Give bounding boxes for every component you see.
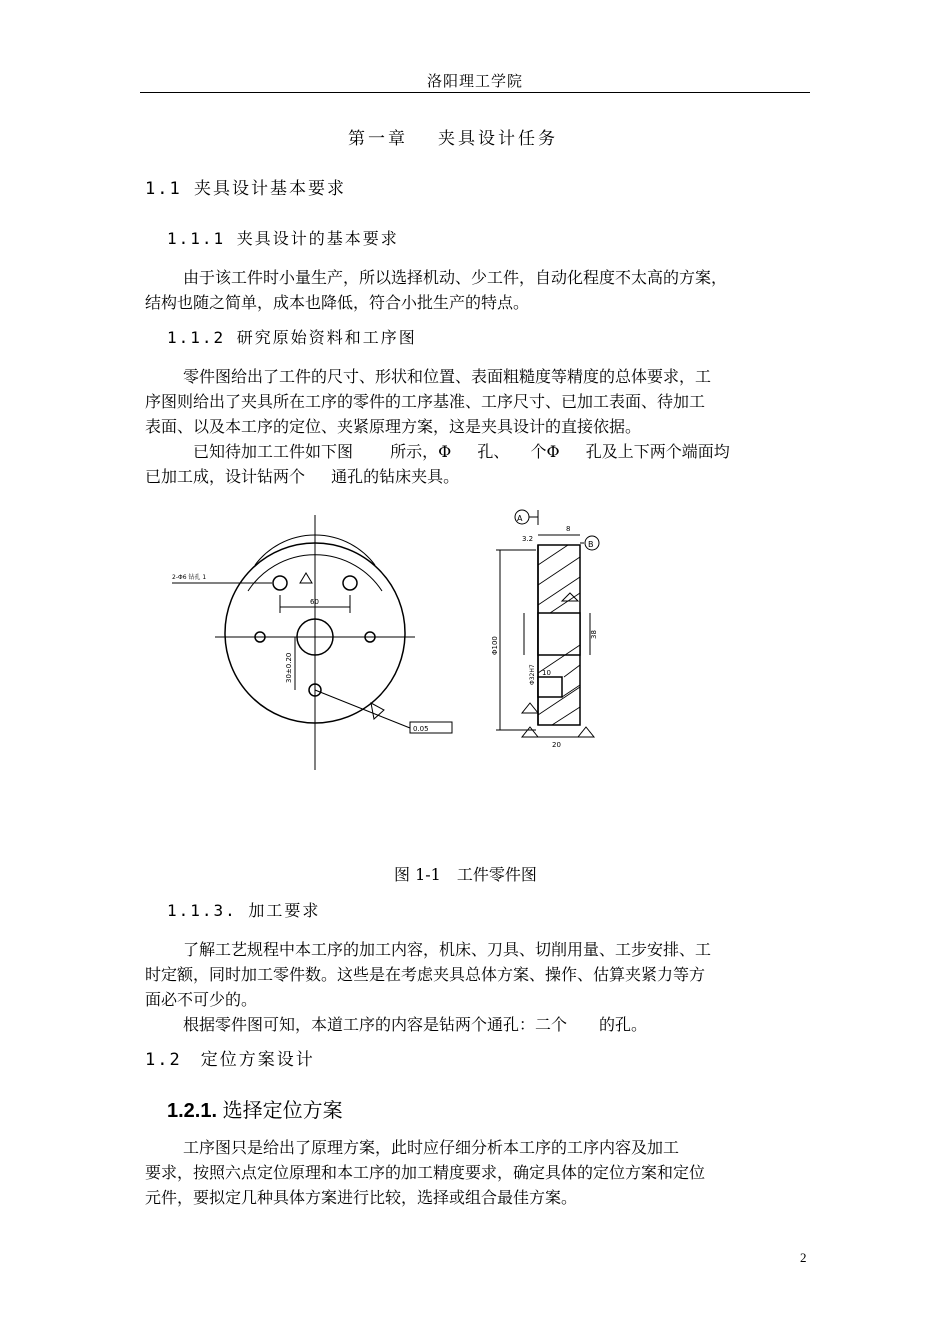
paragraph-line: 由于该工件时小量生产，所以选择机动、少工件，自动化程度不太高的方案， <box>183 268 728 287</box>
datum-a-label: A <box>517 514 523 523</box>
section-number: 1.2.1. <box>167 1100 218 1122</box>
section-1-1-2-heading: 1.1.2 研究原始资料和工序图 <box>167 328 417 347</box>
chapter-title: 夹具设计任务 <box>438 129 558 149</box>
paragraph-line: 工序图只是给出了原理方案，此时应仔细分析本工序的工序内容及加工 <box>183 1138 680 1157</box>
bore-height-label: 38 <box>590 630 598 639</box>
hole-note-label: 2-Φ6 钻孔 1 <box>172 574 207 581</box>
paragraph-line: 表面、以及本工序的定位、夹紧原理方案，这是夹具设计的直接依据。 <box>145 417 642 436</box>
section-1-1-1-heading: 1.1.1 夹具设计的基本要求 <box>167 229 399 248</box>
tolerance-label: 0.05 <box>413 725 429 733</box>
paragraph-line: 元件，要拟定几种具体方案进行比较，选择或组合最佳方案。 <box>145 1188 578 1207</box>
roughness-label: 3.2 <box>522 535 534 543</box>
chapter-number: 第一章 <box>348 129 408 149</box>
part-drawing <box>160 505 630 775</box>
section-1-1-heading: 1.1 夹具设计基本要求 <box>145 179 346 199</box>
header-rule <box>140 92 810 93</box>
page-header-title: 洛阳理工学院 <box>426 72 523 90</box>
datum-b-label: B <box>588 540 594 549</box>
section-1-2-heading: 1.2 定位方案设计 <box>145 1050 315 1070</box>
paragraph-line: 面必不可少的。 <box>145 990 258 1009</box>
pitch-label: 60 <box>310 598 319 606</box>
bore-label: Φ32H7 <box>529 664 536 685</box>
section-1-1-3-heading: 1.1.3. 加工要求 <box>167 901 321 920</box>
paragraph-line: 已知待加工工件如下图 所示，Φ 孔、 个Φ 孔及上下两个端面均 <box>193 442 730 461</box>
height-label: Φ100 <box>491 636 499 655</box>
paragraph-line: 时定额，同时加工零件数。这些是在考虑夹具总体方案、操作、估算夹紧力等方 <box>145 965 706 984</box>
paragraph-line: 序图则给出了夹具所在工序的零件的工序基准、工序尺寸、已加工表面、待加工 <box>145 392 706 411</box>
paragraph-line: 结构也随之简单，成本也降低，符合小批生产的特点。 <box>145 293 530 312</box>
depth-label: 10 <box>542 669 551 677</box>
section-1-2-1-heading <box>167 1094 343 1123</box>
figure-caption: 图 1-1 工件零件图 <box>394 865 537 884</box>
section-title: 选择定位方案 <box>222 1100 343 1122</box>
paragraph-line: 要求，按照六点定位原理和本工序的加工精度要求，确定具体的定位方案和定位 <box>145 1163 706 1182</box>
flat-dim-label: 8 <box>566 525 571 533</box>
paragraph-line: 了解工艺规程中本工序的加工内容，机床、刀具、切削用量、工步安排、工 <box>183 940 712 959</box>
paragraph-line: 根据零件图可知，本道工序的内容是钻两个通孔：二个 的孔。 <box>183 1015 648 1034</box>
paragraph-line: 零件图给出了工件的尺寸、形状和位置、表面粗糙度等精度的总体要求，工 <box>183 367 712 386</box>
paragraph-line: 已加工成，设计钻两个 通孔的钻床夹具。 <box>145 467 460 486</box>
thickness-label: 20 <box>552 741 561 749</box>
center-dist-label: 30±0.20 <box>285 652 293 683</box>
page-number: 2 <box>800 1250 807 1265</box>
